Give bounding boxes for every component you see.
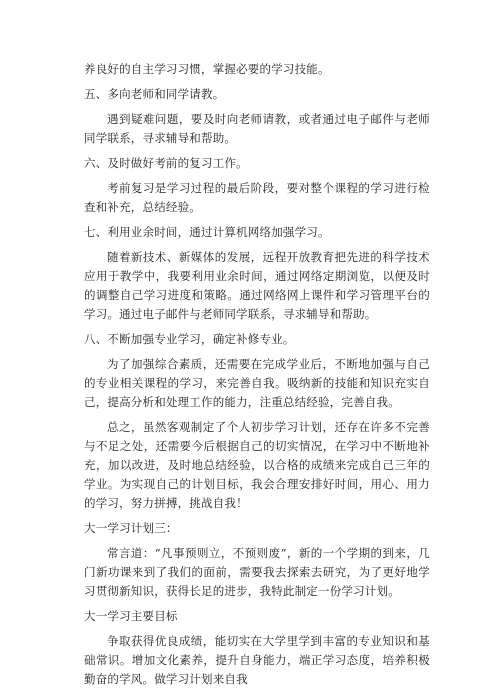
paragraph: 随着新技术、新媒体的发展，远程开放教育把先进的科学技术应用于教学中，我要利用业余时间，通过网络定期浏览，以便及时的调整自己学习进度和策略。通过网络网上课件和学习管理平台的学习。通过电子邮件与老师同学联系，寻求辅导和帮助。	[84, 250, 430, 321]
paragraph: 为了加强综合素质，还需要在完成学业后，不断地加强与自己的专业相关课程的学习，来完善自我。吸纳新的技能和知识充实自己，提高分析和处理工作的能力，注重总结经验，完善自我。	[84, 357, 430, 409]
section-heading-6: 六、及时做好考前的复习工作。	[84, 156, 248, 170]
paragraph: 常言道：“凡事预则立，不预则废”，新的一个学期的到来，几门新功课来到了我们的面前，需要我去探索去研究，为了更好地学习贯彻新知识，获得长足的进步，我特此制定一份学习计划。	[84, 546, 430, 598]
section-heading-7: 七、利用业余时间，通过计算机网络加强学习。	[84, 225, 330, 239]
paragraph: 总之，虽然客观制定了个人初步学习计划，还存在许多不完善与不足之处，还需要今后根据自己的切实情况，在学习中不断地补充，加以改进，及时地总结经验，以合格的成绩来完成自己三年的学业。为实现自己的计划目标，我会合理安排好时间，用心、用力的学习，努力拼搏，挑战自我！	[84, 420, 430, 510]
goal-heading: 大一学习主要目标	[84, 609, 178, 623]
section-heading-5: 五、多向老师和同学请教。	[84, 87, 225, 101]
document-body	[84, 60, 430, 695]
plan-title: 大一学习计划三：	[84, 521, 178, 535]
section-heading-8: 八、不断加强专业学习，确定补修专业。	[84, 332, 295, 346]
paragraph-continuation: 养良好的自主学习习惯，掌握必要的学习技能。	[84, 62, 330, 76]
paragraph: 争取获得优良成绩，能切实在大学里学到丰富的专业知识和基础常识。增加文化素养，提升自身能力，端正学习态度，培养积极勤奋的学风。做学习计划来自我	[84, 634, 430, 686]
paragraph: 遇到疑难问题，要及时向老师请教，或者通过电子邮件与老师同学联系，寻求辅导和帮助。	[84, 112, 430, 145]
paragraph: 考前复习是学习过程的最后阶段，要对整个课程的学习进行检查和补充，总结经验。	[84, 181, 430, 214]
